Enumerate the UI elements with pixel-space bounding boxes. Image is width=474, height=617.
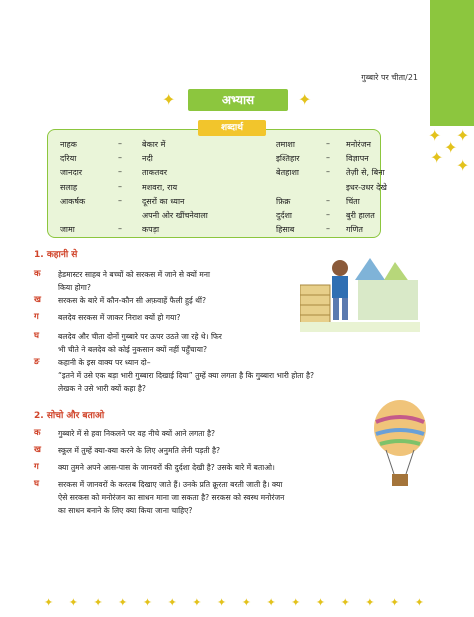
vocab-dash: – <box>118 167 122 177</box>
vocab-word: जामा <box>60 225 75 235</box>
vocab-word: नाहक <box>60 140 77 149</box>
flower-ornament-icon: ✦ <box>456 156 470 175</box>
vocab-meaning: विज्ञापन <box>346 154 369 164</box>
vocab-dash: – <box>326 153 330 163</box>
vocab-dash: – <box>118 139 122 148</box>
vocab-dash: – <box>118 153 122 163</box>
vocab-word: तमाशा <box>276 140 295 149</box>
question-text: स्कूल में तुम्हें क्या-क्या करने के लिए अनुमति लेनी पड़ती है? <box>58 446 221 455</box>
question-text: सरकस के बारे में कौन-कौन सी अफ़वाहें फैली हुई थीं? <box>58 296 207 305</box>
section-title: 1. कहानी से <box>34 250 78 260</box>
vocab-word: दुर्दशा <box>276 211 293 220</box>
question-text: हेडमास्टर साहब ने बच्चों को सरकस में जाने से क्यों मना <box>58 270 210 279</box>
flower-ornament-icon: ✦ <box>430 148 444 167</box>
side-green-bar <box>430 0 474 126</box>
question-text: किया होगा? <box>58 283 91 292</box>
question-marker: क <box>34 428 41 438</box>
question-marker: क <box>34 269 41 279</box>
vocab-meaning: मशवरा, राय <box>142 182 178 192</box>
vocab-meaning: बुरी हालत <box>346 211 375 220</box>
vocab-meaning: गणित <box>346 225 363 235</box>
question-marker: ङ <box>34 357 40 367</box>
flower-ornament-icon: ✦ <box>456 126 470 145</box>
vocab-meaning: ताकतवर <box>142 168 168 178</box>
vocab-meaning: दूसरों का ध्यान <box>142 196 185 206</box>
question-text: बलदेव और चीता दोनों गुब्बारे पर ऊपर उठते जा रहे थे। फिर <box>58 332 222 341</box>
page-header: गुब्बारे पर चीता/21 <box>361 73 418 82</box>
vocab-word: हिसाब <box>276 225 295 235</box>
question-text: क्या तुमने अपने आस-पास के जानवरों की दुर्दशा देखी है? उसके बारे में बताओ। <box>58 463 275 472</box>
question-text: कहानी के इस वाक्य पर ध्यान दो– <box>58 358 151 367</box>
question-marker: घ <box>34 331 40 341</box>
vocabulary-label: शब्दार्थ <box>198 120 266 136</box>
vocab-meaning: बेकार में <box>142 140 166 149</box>
question-text: भी चीते ने बलदेव को कोई नुकसान क्यों नहीं पहुँचाया? <box>58 345 207 354</box>
flower-ornament-icon: ✦ <box>298 90 312 109</box>
vocab-dash: – <box>326 167 330 177</box>
question-text: ऐसे सरकस को मनोरंजन का साधन माना जा सकता है? सरकस को स्वस्थ मनोरंजन <box>58 493 285 502</box>
question-marker: ख <box>34 295 41 305</box>
question-marker: ग <box>34 312 39 322</box>
vocab-word: दरिया <box>60 154 77 164</box>
vocab-meaning: कपड़ा <box>142 225 160 235</box>
question-marker: ग <box>34 462 39 472</box>
question-text: का साधन बनाने के लिए क्या किया जाना चाहिए? <box>58 506 193 515</box>
vocab-word: इश्तिहार <box>276 154 300 164</box>
vocab-word: सलाह <box>60 182 78 192</box>
boy-at-circus-illustration <box>300 250 420 332</box>
vocab-dash: – <box>118 181 122 191</box>
section-title: 2. सोचो और बताओ <box>34 411 105 421</box>
page-title: अभ्यास <box>188 89 288 111</box>
vocab-meaning: नदी <box>142 154 153 164</box>
question-marker: ख <box>34 445 41 455</box>
vocab-word: फ़िक्र <box>276 196 291 206</box>
vocab-meaning: इधर-उधर देखे <box>346 182 387 192</box>
vocab-meaning: अपनी ओर खींचनेवाला <box>142 211 208 220</box>
vocab-word: बेतहाशा <box>276 168 299 178</box>
vocab-meaning: चिंता <box>346 196 360 206</box>
vocab-meaning: तेज़ी से, बिना <box>346 168 385 178</box>
vocab-dash: – <box>118 224 122 234</box>
hot-air-balloon-illustration <box>372 400 428 492</box>
question-marker: घ <box>34 479 40 489</box>
vocab-dash: – <box>326 210 330 219</box>
flower-ornament-icon: ✦ <box>162 90 176 109</box>
vocab-meaning: मनोरंजन <box>346 140 371 149</box>
vocab-dash: – <box>326 224 330 234</box>
question-text: सरकस में जानवरों के करतब दिखाए जाते हैं। उनके प्रति क्रूरता बरती जाती है। क्या <box>58 480 283 489</box>
question-text: लेखक ने उसे भारी क्यों कहा है? <box>58 384 146 393</box>
vocab-dash: – <box>118 195 122 205</box>
footer-ornament-icon: ✦ ✦ ✦ ✦ ✦ ✦ ✦ ✦ ✦ ✦ ✦ ✦ ✦ ✦ ✦ ✦ <box>44 596 430 609</box>
question-text: “इतने में उसे एक बड़ा भारी गुब्बारा दिखाई दिया” तुम्हें क्या लगता है कि गुब्बारा भारी होता है? <box>58 371 315 380</box>
vocabulary-box <box>47 129 381 238</box>
question-text: गुब्बारे में से हवा निकलने पर वह नीचे क्यों आने लगता है? <box>58 429 216 438</box>
vocab-word: आकर्षक <box>60 196 86 206</box>
flower-ornament-icon: ✦ <box>428 126 442 145</box>
vocab-dash: – <box>326 139 330 148</box>
question-text: बलदेव सरकस में जाकर निराश क्यों हो गया? <box>58 313 181 322</box>
flower-ornament-icon: ✦ <box>444 138 458 157</box>
vocab-word: जानदार <box>60 168 83 178</box>
vocab-dash: – <box>326 195 330 205</box>
